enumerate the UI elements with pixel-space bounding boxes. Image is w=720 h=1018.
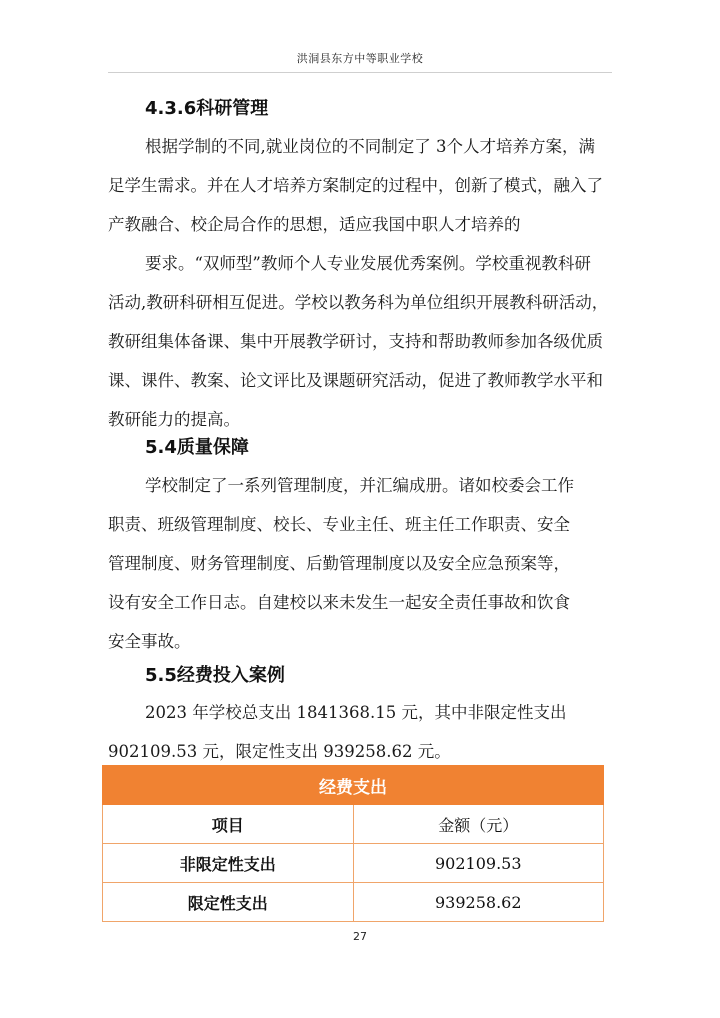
paragraph-line: 902109.53 元，限定性支出 939258.62 元。 xyxy=(108,742,451,761)
paragraph-line: 根据学制的不同,就业岗位的不同制定了 3个人才培养方案，满 xyxy=(145,137,595,156)
table-header-row xyxy=(103,805,604,844)
paragraph-line: 课、课件、教案、论文评比及课题研究活动，促进了教师教学水平和 xyxy=(108,371,603,390)
table-cell-amount: 939258.62 xyxy=(353,883,604,922)
section-heading-5-5: 5.5经费投入案例 xyxy=(145,665,285,686)
table-cell-item: 非限定性支出 xyxy=(103,844,354,883)
paragraph-line: 2023 年学校总支出 1841368.15 元，其中非限定性支出 xyxy=(145,703,567,722)
paragraph-line: 教研组集体备课、集中开展教学研讨，支持和帮助教师参加各级优质 xyxy=(108,332,603,351)
column-header-amount: 金额（元） xyxy=(353,805,604,844)
section-heading-5-4: 5.4质量保障 xyxy=(145,437,249,458)
table-cell-amount: 902109.53 xyxy=(353,844,604,883)
page-number: 27 xyxy=(353,930,367,943)
paragraph-line: 设有安全工作日志。自建校以来未发生一起安全责任事故和饮食 xyxy=(108,593,570,612)
paragraph-line: 教研能力的提高。 xyxy=(108,410,240,429)
table-title-row xyxy=(103,766,604,805)
table-title: 经费支出 xyxy=(103,766,604,805)
header-divider xyxy=(108,72,612,73)
paragraph-line: 职责、班级管理制度、校长、专业主任、班主任工作职责、安全 xyxy=(108,515,570,534)
paragraph-line: 管理制度、财务管理制度、后勤管理制度以及安全应急预案等， xyxy=(108,554,570,573)
table-row xyxy=(103,883,604,922)
paragraph-line: 安全事故。 xyxy=(108,632,191,651)
section-heading-4-3-6: 4.3.6科研管理 xyxy=(145,98,269,119)
expense-table xyxy=(102,765,604,922)
paragraph-line: 活动,教研科研相互促进。学校以教务科为单位组织开展教科研活动， xyxy=(108,293,609,312)
column-header-item: 项目 xyxy=(103,805,354,844)
paragraph-line: 学校制定了一系列管理制度，并汇编成册。诸如校委会工作 xyxy=(145,476,574,495)
paragraph-line: 足学生需求。并在人才培养方案制定的过程中，创新了模式，融入了 xyxy=(108,176,603,195)
paragraph-line: 产教融合、校企局合作的思想，适应我国中职人才培养的 xyxy=(108,215,521,234)
table-cell-item: 限定性支出 xyxy=(103,883,354,922)
table-row xyxy=(103,844,604,883)
paragraph-line: 要求。“双师型”教师个人专业发展优秀案例。学校重视教科研 xyxy=(145,254,591,273)
page-header-title: 洪洞县东方中等职业学校 xyxy=(296,52,424,65)
